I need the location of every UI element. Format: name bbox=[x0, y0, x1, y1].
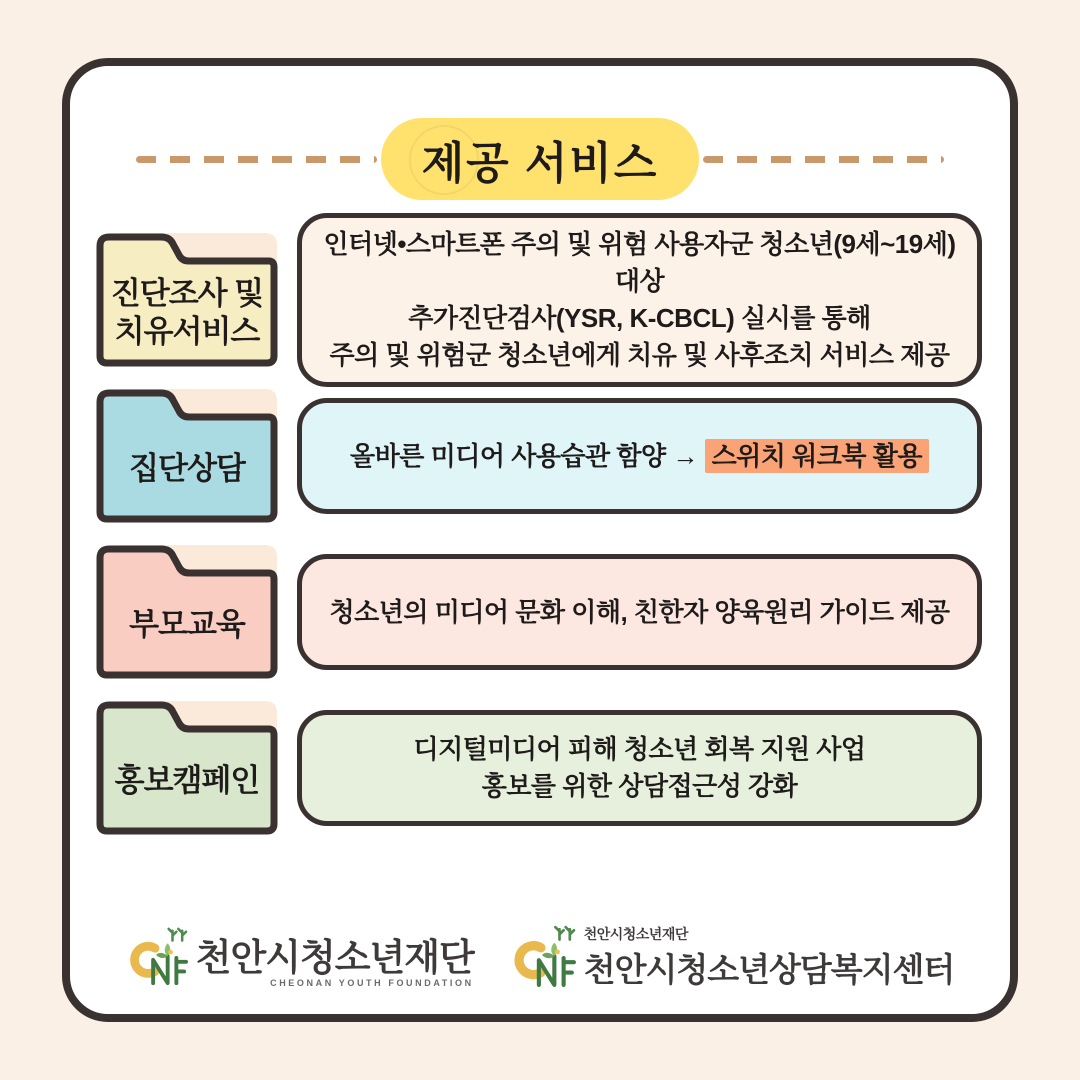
folder-label bbox=[93, 256, 281, 370]
folder-label bbox=[93, 568, 281, 682]
description-line: 디지털미디어 피해 청소년 회복 지원 사업 bbox=[413, 734, 866, 765]
service-description-box bbox=[297, 710, 982, 826]
dashed-line-right bbox=[703, 156, 944, 163]
folder-tab-diagnosis bbox=[93, 230, 281, 370]
logo-text-block bbox=[584, 924, 955, 991]
folder-tab-promotion-campaign bbox=[93, 698, 281, 838]
folder-label-line: 집단상담 bbox=[129, 451, 245, 487]
logo-text-block bbox=[196, 927, 474, 988]
title-pill bbox=[381, 118, 699, 200]
cheonan-youth-foundation-logo bbox=[126, 922, 474, 993]
description-line: 홍보를 위한 상담접근성 강화 bbox=[481, 771, 798, 801]
folder-tab-group-counseling bbox=[93, 386, 281, 526]
service-rows bbox=[93, 230, 982, 838]
folder-label bbox=[93, 412, 281, 526]
folder-label-line: 부모교육 bbox=[129, 607, 245, 643]
description-text: 올바른 미디어 사용습관 함양 → bbox=[350, 440, 705, 471]
folder-label bbox=[93, 724, 281, 838]
cyf-logo-icon bbox=[126, 922, 188, 993]
title-row bbox=[136, 118, 944, 200]
foundation-name: 천안시청소년재단 bbox=[195, 937, 474, 978]
service-row-group-counseling bbox=[93, 386, 982, 526]
parent-foundation-name: 천안시청소년재단 bbox=[583, 926, 688, 942]
service-description-box bbox=[297, 554, 982, 670]
description-line bbox=[350, 438, 929, 475]
folder-label-line: 치유서비스 bbox=[114, 314, 260, 349]
counseling-welfare-center-logo bbox=[510, 920, 955, 995]
service-description-box bbox=[297, 213, 982, 387]
highlighted-text: 스위치 워크북 활용 bbox=[705, 439, 929, 473]
service-row-parent-education bbox=[93, 542, 982, 682]
center-name: 천안시청소년상담복지센터 bbox=[583, 951, 955, 988]
description-line: 인터넷•스마트폰 주의 및 위험 사용자군 청소년(9세~19세) 대상 bbox=[323, 229, 956, 297]
description-line: 추가진단검사(YSR, K-CBCL) 실시를 통해 bbox=[408, 303, 871, 333]
service-row-diagnosis bbox=[93, 230, 982, 370]
footer-logos bbox=[70, 920, 1010, 995]
page-title: 제공 서비스 bbox=[421, 139, 659, 188]
service-description-box bbox=[297, 398, 982, 514]
folder-tab-parent-education bbox=[93, 542, 281, 682]
folder-label-line: 진단조사 및 bbox=[110, 276, 264, 312]
foundation-name-english: CHEONAN YOUTH FOUNDATION bbox=[270, 978, 474, 988]
info-card bbox=[62, 58, 1018, 1022]
description-line: 주의 및 위험군 청소년에게 치유 및 사후조치 서비스 제공 bbox=[329, 339, 950, 370]
folder-label-line: 홍보캠페인 bbox=[114, 763, 260, 799]
dashed-line-left bbox=[136, 156, 377, 163]
cyf-logo-icon bbox=[510, 920, 576, 995]
description-line: 청소년의 미디어 문화 이해, 친한자 양육원리 가이드 제공 bbox=[329, 596, 950, 627]
service-row-promotion-campaign bbox=[93, 698, 982, 838]
